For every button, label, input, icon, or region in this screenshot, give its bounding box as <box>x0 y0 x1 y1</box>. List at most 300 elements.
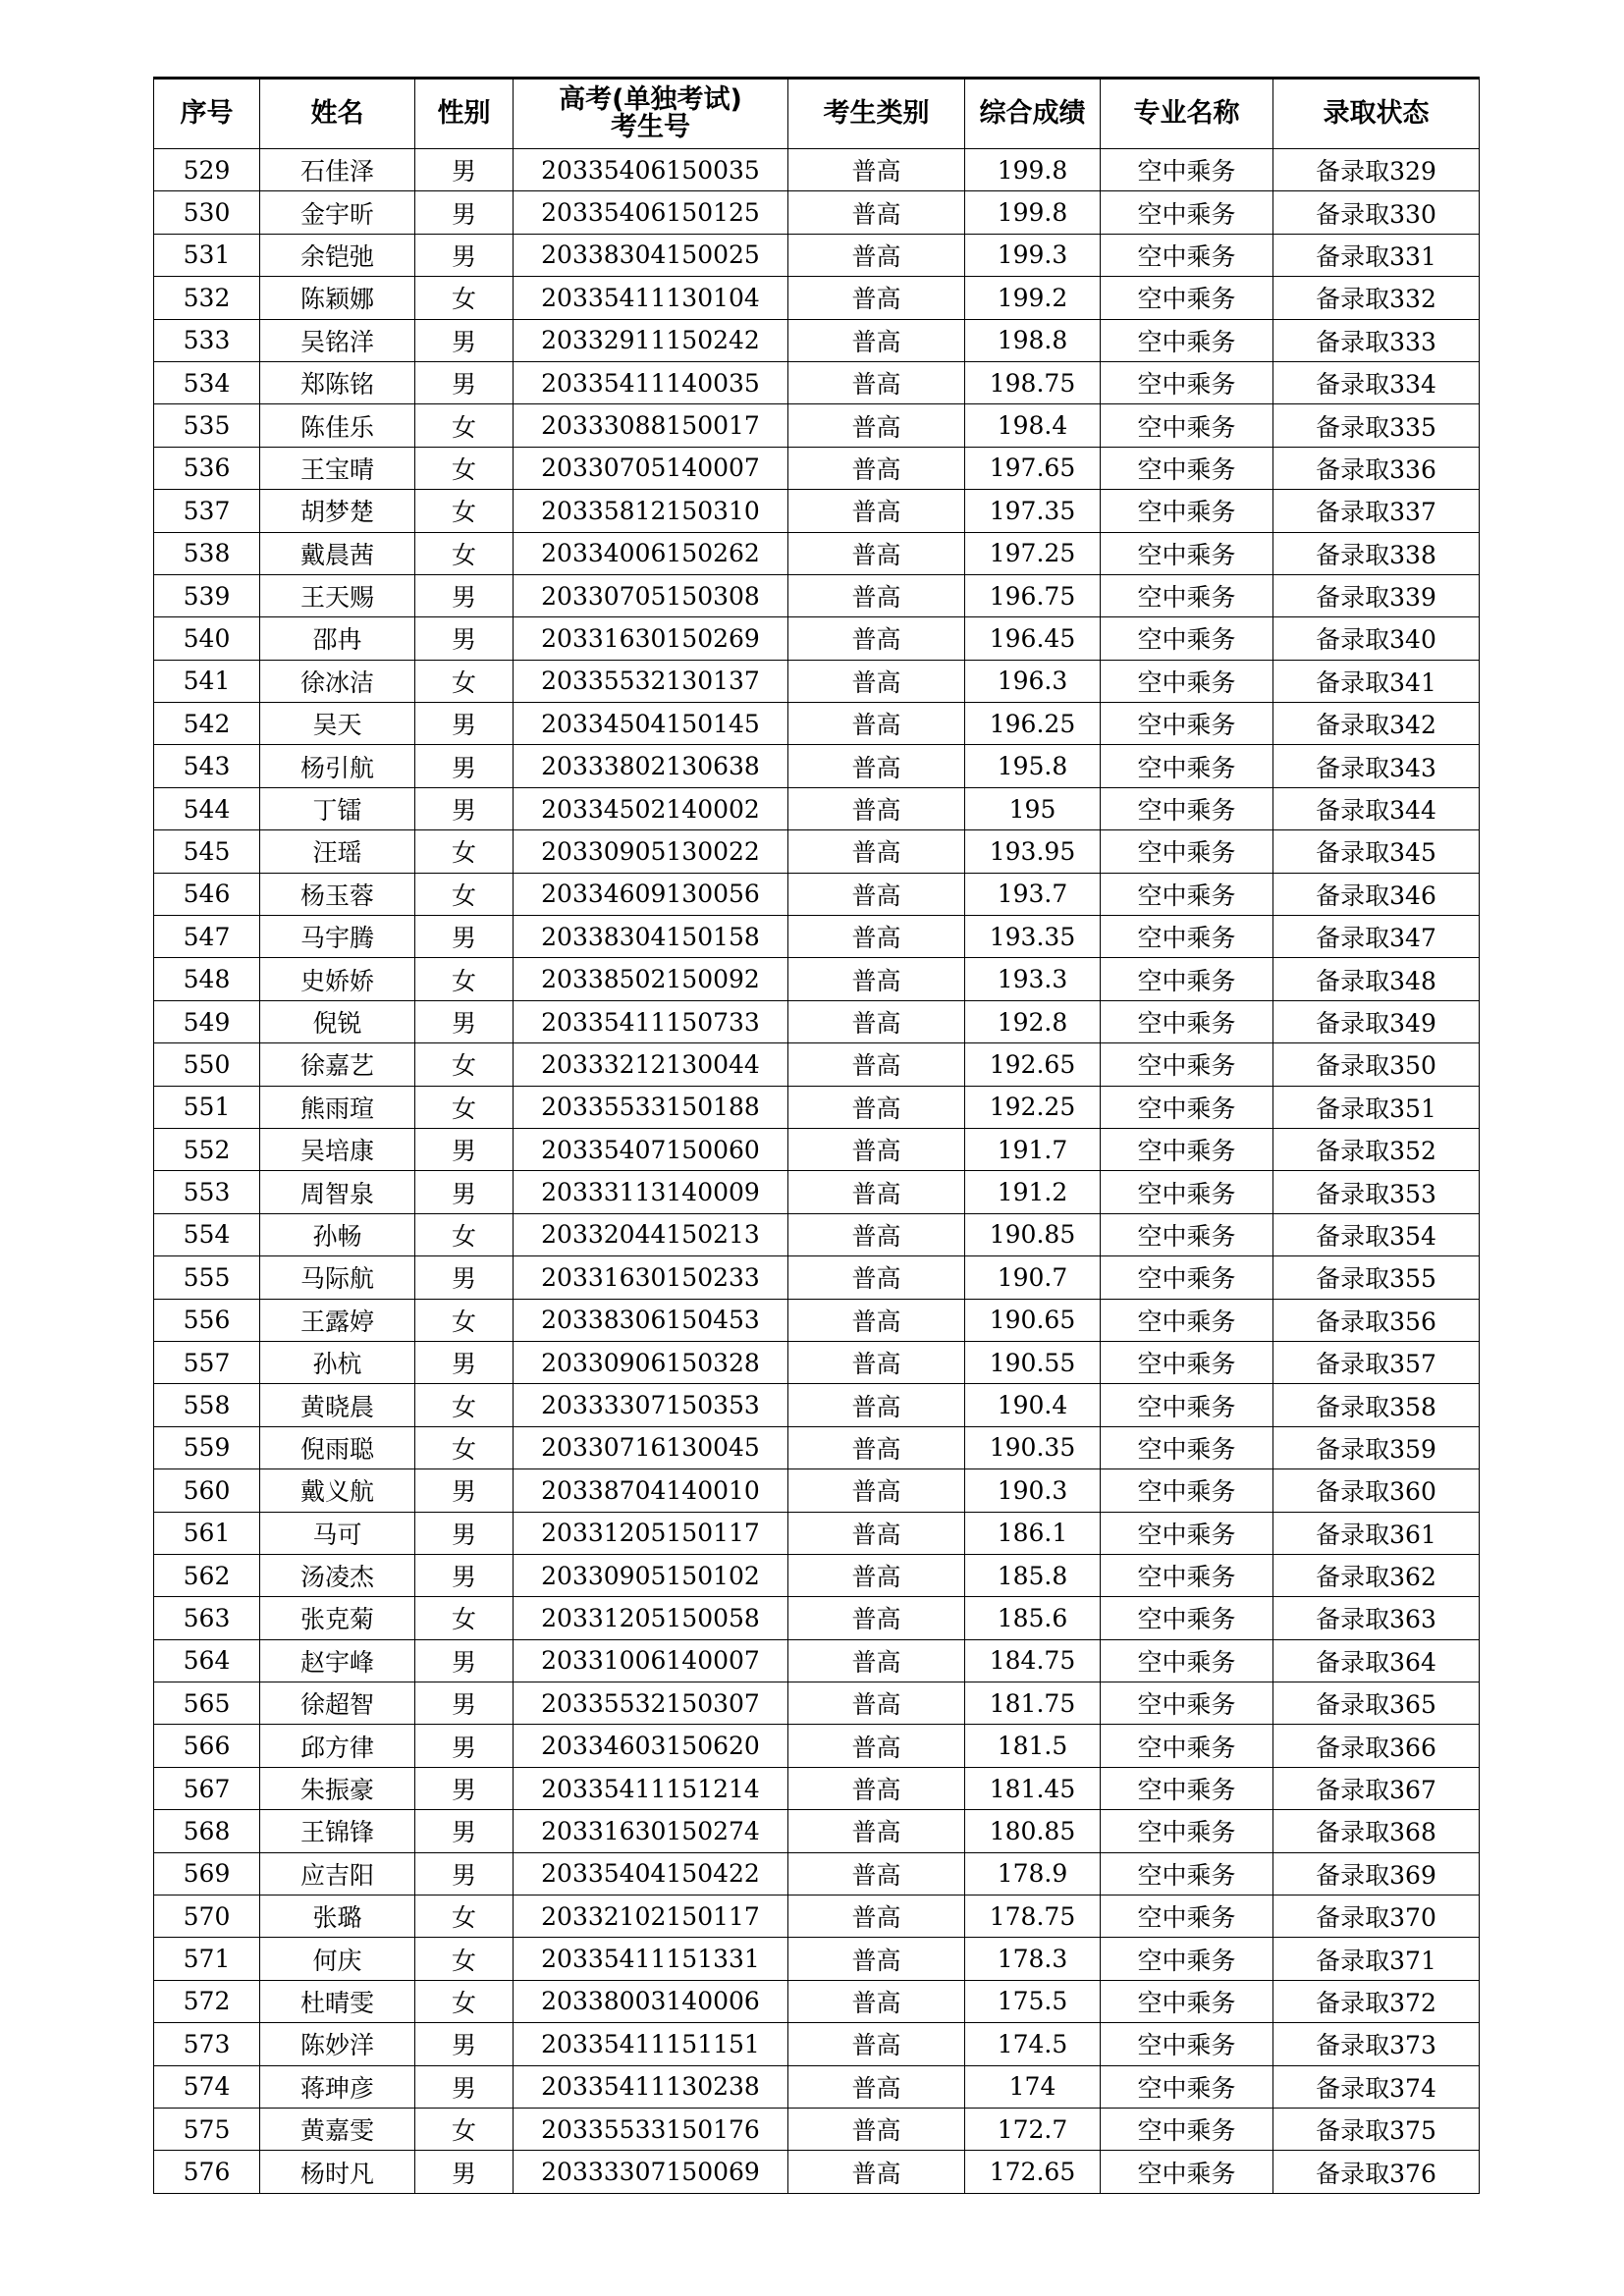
cell-seq: 539 <box>154 574 260 616</box>
cell-category: 普高 <box>788 873 965 915</box>
cell-exam-id: 20331630150274 <box>514 1810 788 1852</box>
cell-name: 石佳泽 <box>260 149 415 191</box>
cell-score: 190.55 <box>965 1341 1101 1383</box>
table-row <box>154 1512 1480 1554</box>
cell-score: 180.85 <box>965 1810 1101 1852</box>
cell-gender: 男 <box>415 1171 514 1213</box>
table-row <box>154 447 1480 489</box>
cell-score: 197.65 <box>965 447 1101 489</box>
cell-category: 普高 <box>788 2023 965 2065</box>
cell-category: 普高 <box>788 1938 965 1980</box>
cell-gender: 女 <box>415 958 514 1000</box>
cell-score: 185.8 <box>965 1554 1101 1596</box>
cell-status: 备录取338 <box>1273 532 1480 574</box>
cell-gender: 男 <box>415 1852 514 1895</box>
cell-status: 备录取333 <box>1273 319 1480 361</box>
cell-name: 王露婷 <box>260 1299 415 1341</box>
cell-exam-id: 20333113140009 <box>514 1171 788 1213</box>
cell-gender: 女 <box>415 490 514 532</box>
cell-exam-id: 20335406150035 <box>514 149 788 191</box>
cell-name: 吴铭洋 <box>260 319 415 361</box>
cell-major: 空中乘务 <box>1101 404 1273 447</box>
cell-major: 空中乘务 <box>1101 574 1273 616</box>
cell-exam-id: 20332044150213 <box>514 1213 788 1255</box>
cell-seq: 575 <box>154 2108 260 2150</box>
cell-name: 陈妙洋 <box>260 2023 415 2065</box>
header-category: 考生类别 <box>788 79 965 149</box>
cell-category: 普高 <box>788 745 965 787</box>
cell-gender: 男 <box>415 1554 514 1596</box>
cell-category: 普高 <box>788 1341 965 1383</box>
cell-exam-id: 20333802130638 <box>514 745 788 787</box>
cell-category: 普高 <box>788 703 965 745</box>
cell-score: 198.75 <box>965 361 1101 403</box>
cell-category: 普高 <box>788 1980 965 2022</box>
cell-score: 196.25 <box>965 703 1101 745</box>
cell-seq: 562 <box>154 1554 260 1596</box>
cell-major: 空中乘务 <box>1101 745 1273 787</box>
cell-exam-id: 20335812150310 <box>514 490 788 532</box>
cell-seq: 538 <box>154 532 260 574</box>
cell-seq: 561 <box>154 1512 260 1554</box>
cell-exam-id: 20338306150453 <box>514 1299 788 1341</box>
cell-major: 空中乘务 <box>1101 1597 1273 1639</box>
cell-major: 空中乘务 <box>1101 2151 1273 2193</box>
cell-major: 空中乘务 <box>1101 1299 1273 1341</box>
cell-name: 吴天 <box>260 703 415 745</box>
cell-major: 空中乘务 <box>1101 660 1273 702</box>
cell-category: 普高 <box>788 660 965 702</box>
cell-category: 普高 <box>788 617 965 660</box>
table-row <box>154 2065 1480 2108</box>
cell-score: 198.4 <box>965 404 1101 447</box>
cell-major: 空中乘务 <box>1101 277 1273 319</box>
cell-exam-id: 20334006150262 <box>514 532 788 574</box>
cell-status: 备录取356 <box>1273 1299 1480 1341</box>
cell-category: 普高 <box>788 191 965 234</box>
cell-seq: 558 <box>154 1384 260 1426</box>
cell-seq: 540 <box>154 617 260 660</box>
cell-seq: 551 <box>154 1086 260 1128</box>
cell-name: 杨时凡 <box>260 2151 415 2193</box>
cell-score: 196.75 <box>965 574 1101 616</box>
cell-gender: 男 <box>415 2151 514 2193</box>
cell-status: 备录取334 <box>1273 361 1480 403</box>
cell-category: 普高 <box>788 1725 965 1767</box>
cell-category: 普高 <box>788 532 965 574</box>
table-row <box>154 2108 1480 2150</box>
header-gender: 性别 <box>415 79 514 149</box>
cell-status: 备录取335 <box>1273 404 1480 447</box>
cell-major: 空中乘务 <box>1101 361 1273 403</box>
cell-exam-id: 20333088150017 <box>514 404 788 447</box>
cell-name: 余铠弛 <box>260 234 415 276</box>
cell-status: 备录取353 <box>1273 1171 1480 1213</box>
cell-seq: 532 <box>154 277 260 319</box>
cell-seq: 535 <box>154 404 260 447</box>
cell-score: 197.25 <box>965 532 1101 574</box>
cell-gender: 男 <box>415 319 514 361</box>
table-row <box>154 1384 1480 1426</box>
cell-exam-id: 20334603150620 <box>514 1725 788 1767</box>
cell-seq: 563 <box>154 1597 260 1639</box>
cell-exam-id: 20338304150158 <box>514 916 788 958</box>
cell-status: 备录取332 <box>1273 277 1480 319</box>
cell-exam-id: 20333212130044 <box>514 1043 788 1086</box>
cell-major: 空中乘务 <box>1101 958 1273 1000</box>
table-row <box>154 1682 1480 1725</box>
header-major: 专业名称 <box>1101 79 1273 149</box>
cell-gender: 女 <box>415 1938 514 1980</box>
cell-seq: 530 <box>154 191 260 234</box>
cell-exam-id: 20335404150422 <box>514 1852 788 1895</box>
cell-status: 备录取360 <box>1273 1469 1480 1512</box>
cell-gender: 女 <box>415 1896 514 1938</box>
cell-status: 备录取375 <box>1273 2108 1480 2150</box>
cell-status: 备录取358 <box>1273 1384 1480 1426</box>
cell-name: 徐超智 <box>260 1682 415 1725</box>
cell-name: 汪瑶 <box>260 830 415 873</box>
cell-major: 空中乘务 <box>1101 787 1273 829</box>
cell-major: 空中乘务 <box>1101 1086 1273 1128</box>
table-row <box>154 2023 1480 2065</box>
cell-status: 备录取362 <box>1273 1554 1480 1596</box>
cell-exam-id: 20335411151214 <box>514 1767 788 1809</box>
cell-name: 何庆 <box>260 1938 415 1980</box>
cell-seq: 571 <box>154 1938 260 1980</box>
cell-seq: 560 <box>154 1469 260 1512</box>
cell-exam-id: 20330705150308 <box>514 574 788 616</box>
cell-gender: 女 <box>415 1384 514 1426</box>
cell-exam-id: 20331205150058 <box>514 1597 788 1639</box>
cell-major: 空中乘务 <box>1101 830 1273 873</box>
cell-major: 空中乘务 <box>1101 2065 1273 2108</box>
cell-exam-id: 20330905130022 <box>514 830 788 873</box>
cell-major: 空中乘务 <box>1101 490 1273 532</box>
cell-name: 张克菊 <box>260 1597 415 1639</box>
cell-gender: 男 <box>415 361 514 403</box>
cell-score: 195.8 <box>965 745 1101 787</box>
cell-exam-id: 20335406150125 <box>514 191 788 234</box>
cell-major: 空中乘务 <box>1101 1938 1273 1980</box>
table-row <box>154 191 1480 234</box>
cell-gender: 女 <box>415 2108 514 2150</box>
cell-major: 空中乘务 <box>1101 191 1273 234</box>
table-row <box>154 1852 1480 1895</box>
cell-status: 备录取341 <box>1273 660 1480 702</box>
cell-exam-id: 20332102150117 <box>514 1896 788 1938</box>
cell-gender: 男 <box>415 916 514 958</box>
cell-status: 备录取370 <box>1273 1896 1480 1938</box>
table-row <box>154 490 1480 532</box>
header-status: 录取状态 <box>1273 79 1480 149</box>
table-row <box>154 149 1480 191</box>
table-row <box>154 1597 1480 1639</box>
cell-status: 备录取349 <box>1273 1000 1480 1042</box>
cell-exam-id: 20330705140007 <box>514 447 788 489</box>
cell-category: 普高 <box>788 1767 965 1809</box>
cell-status: 备录取367 <box>1273 1767 1480 1809</box>
cell-exam-id: 20338003140006 <box>514 1980 788 2022</box>
table-row <box>154 1299 1480 1341</box>
cell-gender: 女 <box>415 830 514 873</box>
cell-exam-id: 20335411151151 <box>514 2023 788 2065</box>
header-exam-id <box>514 79 788 149</box>
table-row <box>154 617 1480 660</box>
cell-score: 193.3 <box>965 958 1101 1000</box>
cell-seq: 572 <box>154 1980 260 2022</box>
cell-major: 空中乘务 <box>1101 234 1273 276</box>
cell-score: 174 <box>965 2065 1101 2108</box>
cell-status: 备录取357 <box>1273 1341 1480 1383</box>
cell-major: 空中乘务 <box>1101 1384 1273 1426</box>
table-row <box>154 1725 1480 1767</box>
cell-name: 赵宇峰 <box>260 1639 415 1682</box>
cell-seq: 574 <box>154 2065 260 2108</box>
cell-name: 邵冉 <box>260 617 415 660</box>
cell-status: 备录取340 <box>1273 617 1480 660</box>
cell-score: 175.5 <box>965 1980 1101 2022</box>
cell-score: 199.2 <box>965 277 1101 319</box>
cell-name: 金宇昕 <box>260 191 415 234</box>
cell-category: 普高 <box>788 1043 965 1086</box>
cell-category: 普高 <box>788 1213 965 1255</box>
cell-seq: 546 <box>154 873 260 915</box>
cell-score: 184.75 <box>965 1639 1101 1682</box>
table-row <box>154 574 1480 616</box>
cell-major: 空中乘务 <box>1101 1469 1273 1512</box>
table-body <box>154 149 1480 2194</box>
cell-score: 172.7 <box>965 2108 1101 2150</box>
cell-category: 普高 <box>788 149 965 191</box>
cell-category: 普高 <box>788 1426 965 1468</box>
header-row <box>154 79 1480 149</box>
cell-seq: 536 <box>154 447 260 489</box>
header-score: 综合成绩 <box>965 79 1101 149</box>
cell-seq: 553 <box>154 1171 260 1213</box>
table-row <box>154 1128 1480 1170</box>
cell-gender: 男 <box>415 1256 514 1299</box>
cell-seq: 568 <box>154 1810 260 1852</box>
table-row <box>154 1810 1480 1852</box>
cell-major: 空中乘务 <box>1101 1043 1273 1086</box>
cell-status: 备录取329 <box>1273 149 1480 191</box>
cell-status: 备录取371 <box>1273 1938 1480 1980</box>
cell-status: 备录取354 <box>1273 1213 1480 1255</box>
cell-name: 王天赐 <box>260 574 415 616</box>
cell-category: 普高 <box>788 447 965 489</box>
cell-major: 空中乘务 <box>1101 617 1273 660</box>
cell-seq: 543 <box>154 745 260 787</box>
cell-major: 空中乘务 <box>1101 319 1273 361</box>
cell-exam-id: 20338704140010 <box>514 1469 788 1512</box>
cell-status: 备录取374 <box>1273 2065 1480 2108</box>
cell-exam-id: 20334504150145 <box>514 703 788 745</box>
cell-status: 备录取372 <box>1273 1980 1480 2022</box>
cell-gender: 男 <box>415 1725 514 1767</box>
cell-exam-id: 20333307150069 <box>514 2151 788 2193</box>
cell-name: 陈佳乐 <box>260 404 415 447</box>
table-row <box>154 234 1480 276</box>
table-row <box>154 277 1480 319</box>
cell-gender: 男 <box>415 745 514 787</box>
cell-category: 普高 <box>788 1597 965 1639</box>
cell-name: 朱振豪 <box>260 1767 415 1809</box>
cell-status: 备录取364 <box>1273 1639 1480 1682</box>
cell-gender: 男 <box>415 787 514 829</box>
cell-category: 普高 <box>788 1469 965 1512</box>
cell-category: 普高 <box>788 1682 965 1725</box>
cell-score: 174.5 <box>965 2023 1101 2065</box>
cell-status: 备录取368 <box>1273 1810 1480 1852</box>
table-row <box>154 745 1480 787</box>
table-row <box>154 319 1480 361</box>
cell-exam-id: 20335407150060 <box>514 1128 788 1170</box>
cell-status: 备录取347 <box>1273 916 1480 958</box>
cell-major: 空中乘务 <box>1101 149 1273 191</box>
cell-exam-id: 20334609130056 <box>514 873 788 915</box>
cell-status: 备录取336 <box>1273 447 1480 489</box>
cell-status: 备录取350 <box>1273 1043 1480 1086</box>
cell-score: 191.2 <box>965 1171 1101 1213</box>
cell-score: 185.6 <box>965 1597 1101 1639</box>
cell-score: 181.45 <box>965 1767 1101 1809</box>
cell-category: 普高 <box>788 1852 965 1895</box>
cell-major: 空中乘务 <box>1101 1426 1273 1468</box>
cell-gender: 男 <box>415 574 514 616</box>
cell-category: 普高 <box>788 277 965 319</box>
cell-gender: 男 <box>415 191 514 234</box>
cell-gender: 男 <box>415 1128 514 1170</box>
cell-score: 199.3 <box>965 234 1101 276</box>
cell-status: 备录取339 <box>1273 574 1480 616</box>
table-row <box>154 1171 1480 1213</box>
cell-gender: 男 <box>415 1469 514 1512</box>
cell-exam-id: 20335532150307 <box>514 1682 788 1725</box>
table-row <box>154 404 1480 447</box>
cell-seq: 567 <box>154 1767 260 1809</box>
cell-category: 普高 <box>788 1384 965 1426</box>
cell-score: 199.8 <box>965 191 1101 234</box>
cell-seq: 545 <box>154 830 260 873</box>
cell-category: 普高 <box>788 2108 965 2150</box>
cell-status: 备录取343 <box>1273 745 1480 787</box>
cell-exam-id: 20335411130104 <box>514 277 788 319</box>
cell-major: 空中乘务 <box>1101 447 1273 489</box>
cell-gender: 女 <box>415 873 514 915</box>
cell-exam-id: 20331630150233 <box>514 1256 788 1299</box>
cell-name: 倪雨聪 <box>260 1426 415 1468</box>
cell-score: 190.3 <box>965 1469 1101 1512</box>
cell-category: 普高 <box>788 319 965 361</box>
cell-score: 172.65 <box>965 2151 1101 2193</box>
cell-seq: 566 <box>154 1725 260 1767</box>
table-row <box>154 2151 1480 2193</box>
table-row <box>154 703 1480 745</box>
cell-seq: 565 <box>154 1682 260 1725</box>
cell-score: 197.35 <box>965 490 1101 532</box>
header-exam-id-line1: 高考(单独考试) <box>559 84 742 115</box>
cell-status: 备录取361 <box>1273 1512 1480 1554</box>
cell-name: 蒋珅彦 <box>260 2065 415 2108</box>
cell-name: 陈颖娜 <box>260 277 415 319</box>
cell-major: 空中乘务 <box>1101 1341 1273 1383</box>
cell-category: 普高 <box>788 2065 965 2108</box>
cell-major: 空中乘务 <box>1101 1767 1273 1809</box>
cell-exam-id: 20335532130137 <box>514 660 788 702</box>
cell-major: 空中乘务 <box>1101 873 1273 915</box>
table-row <box>154 958 1480 1000</box>
cell-seq: 554 <box>154 1213 260 1255</box>
header-name: 姓名 <box>260 79 415 149</box>
cell-name: 丁镭 <box>260 787 415 829</box>
cell-name: 胡梦楚 <box>260 490 415 532</box>
cell-gender: 女 <box>415 1043 514 1086</box>
cell-status: 备录取352 <box>1273 1128 1480 1170</box>
cell-exam-id: 20335411140035 <box>514 361 788 403</box>
cell-category: 普高 <box>788 1256 965 1299</box>
cell-exam-id: 20333307150353 <box>514 1384 788 1426</box>
cell-score: 195 <box>965 787 1101 829</box>
cell-category: 普高 <box>788 1639 965 1682</box>
cell-name: 杜晴雯 <box>260 1980 415 2022</box>
admission-table <box>153 77 1480 2194</box>
cell-score: 178.75 <box>965 1896 1101 1938</box>
table-row <box>154 660 1480 702</box>
table-row <box>154 873 1480 915</box>
cell-score: 181.75 <box>965 1682 1101 1725</box>
table-row <box>154 1554 1480 1596</box>
cell-exam-id: 20330905150102 <box>514 1554 788 1596</box>
cell-major: 空中乘务 <box>1101 1554 1273 1596</box>
cell-gender: 女 <box>415 1597 514 1639</box>
cell-name: 徐嘉艺 <box>260 1043 415 1086</box>
table-row <box>154 1341 1480 1383</box>
cell-score: 190.7 <box>965 1256 1101 1299</box>
cell-status: 备录取345 <box>1273 830 1480 873</box>
cell-exam-id: 20330716130045 <box>514 1426 788 1468</box>
cell-gender: 女 <box>415 1299 514 1341</box>
cell-score: 193.35 <box>965 916 1101 958</box>
cell-seq: 549 <box>154 1000 260 1042</box>
cell-seq: 573 <box>154 2023 260 2065</box>
cell-major: 空中乘务 <box>1101 532 1273 574</box>
cell-status: 备录取344 <box>1273 787 1480 829</box>
cell-score: 199.8 <box>965 149 1101 191</box>
cell-status: 备录取376 <box>1273 2151 1480 2193</box>
cell-score: 196.45 <box>965 617 1101 660</box>
cell-major: 空中乘务 <box>1101 1980 1273 2022</box>
cell-category: 普高 <box>788 1512 965 1554</box>
cell-gender: 男 <box>415 703 514 745</box>
cell-status: 备录取365 <box>1273 1682 1480 1725</box>
cell-score: 190.4 <box>965 1384 1101 1426</box>
cell-exam-id: 20331006140007 <box>514 1639 788 1682</box>
table-row <box>154 1043 1480 1086</box>
cell-gender: 男 <box>415 1512 514 1554</box>
cell-exam-id: 20335411150733 <box>514 1000 788 1042</box>
cell-gender: 女 <box>415 1086 514 1128</box>
cell-status: 备录取369 <box>1273 1852 1480 1895</box>
cell-status: 备录取346 <box>1273 873 1480 915</box>
cell-name: 黄嘉雯 <box>260 2108 415 2150</box>
table-row <box>154 1256 1480 1299</box>
cell-category: 普高 <box>788 958 965 1000</box>
table-row <box>154 532 1480 574</box>
cell-gender: 男 <box>415 2065 514 2108</box>
cell-major: 空中乘务 <box>1101 1256 1273 1299</box>
table-row <box>154 361 1480 403</box>
